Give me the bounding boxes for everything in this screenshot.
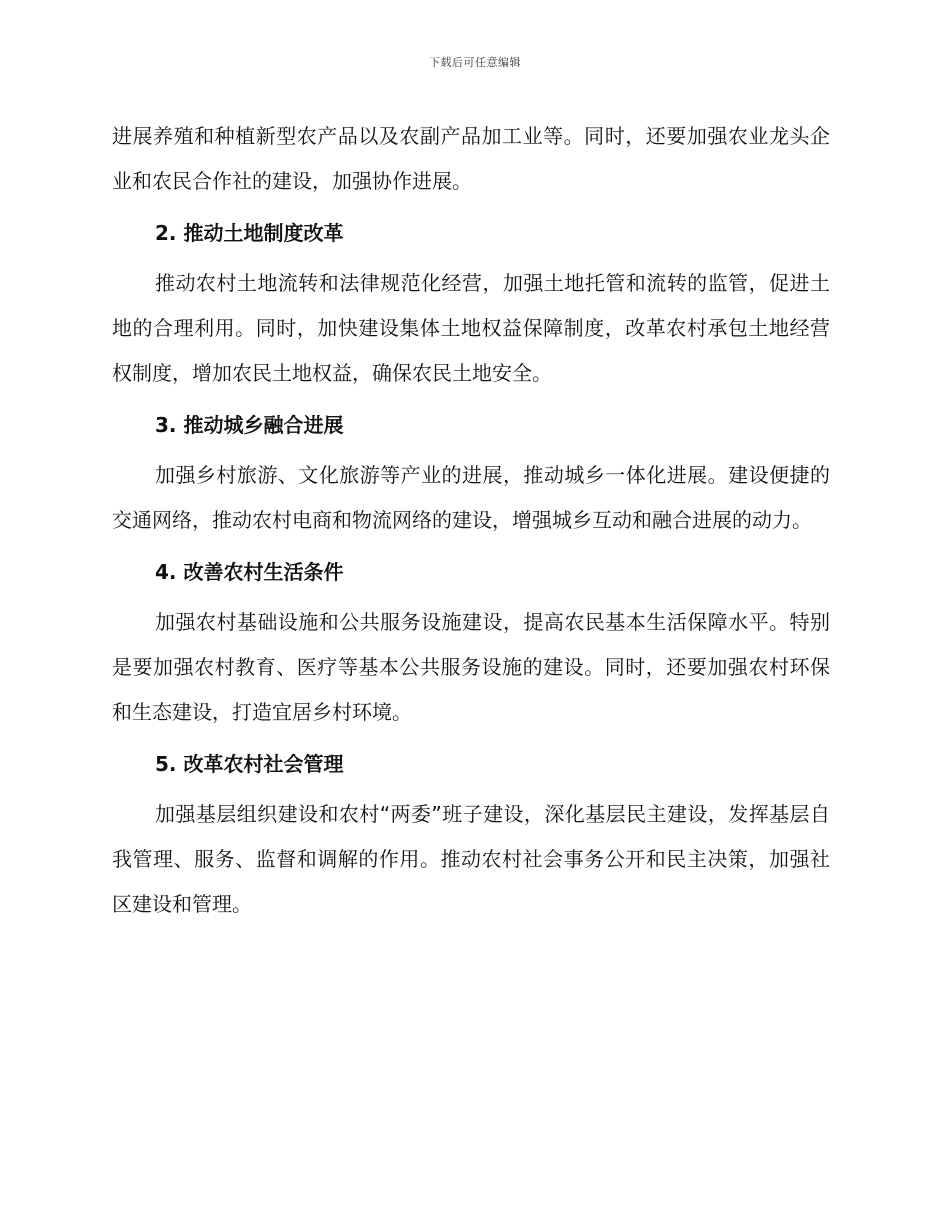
section-paragraph-living-conditions: 加强农村基础设施和公共服务设施建设，提高农民基本生活保障水平。特别是要加强农村教育、医疗等基本公共服务设施的建设。同时，还要加强农村环保和生态建设，打造宜居乡村环境。 bbox=[112, 610, 830, 724]
section-paragraph-social-management: 加强基层组织建设和农村“两委”班子建设，深化基层民主建设，发挥基层自我管理、服务、监督和调解的作用。推动农村社会事务公开和民主决策，加强社区建设和管理。 bbox=[112, 802, 830, 916]
document-body bbox=[112, 114, 830, 927]
page-header: 下载后可任意编辑 bbox=[429, 56, 521, 69]
intro-paragraph: 进展养殖和种植新型农产品以及农副产品加工业等。同时，还要加强农业龙头企业和农民合作社的建设，加强协作进展。 bbox=[112, 124, 830, 193]
section-heading-land-reform: 2. 推动土地制度改革 bbox=[155, 221, 344, 245]
section-paragraph-urban-rural: 加强乡村旅游、文化旅游等产业的进展，推动城乡一体化进展。建设便捷的交通网络，推动农村电商和物流网络的建设，增强城乡互动和融合进展的动力。 bbox=[112, 463, 830, 532]
section-heading-living-conditions: 4. 改善农村生活条件 bbox=[155, 560, 344, 584]
section-heading-urban-rural: 3. 推动城乡融合进展 bbox=[155, 413, 344, 437]
section-heading-social-management: 5. 改革农村社会管理 bbox=[155, 752, 344, 776]
section-paragraph-land-reform: 推动农村土地流转和法律规范化经营，加强土地托管和流转的监管，促进土地的合理利用。同时，加快建设集体土地权益保障制度，改革农村承包土地经营权制度，增加农民土地权益，确保农民土地安全。 bbox=[112, 271, 830, 385]
